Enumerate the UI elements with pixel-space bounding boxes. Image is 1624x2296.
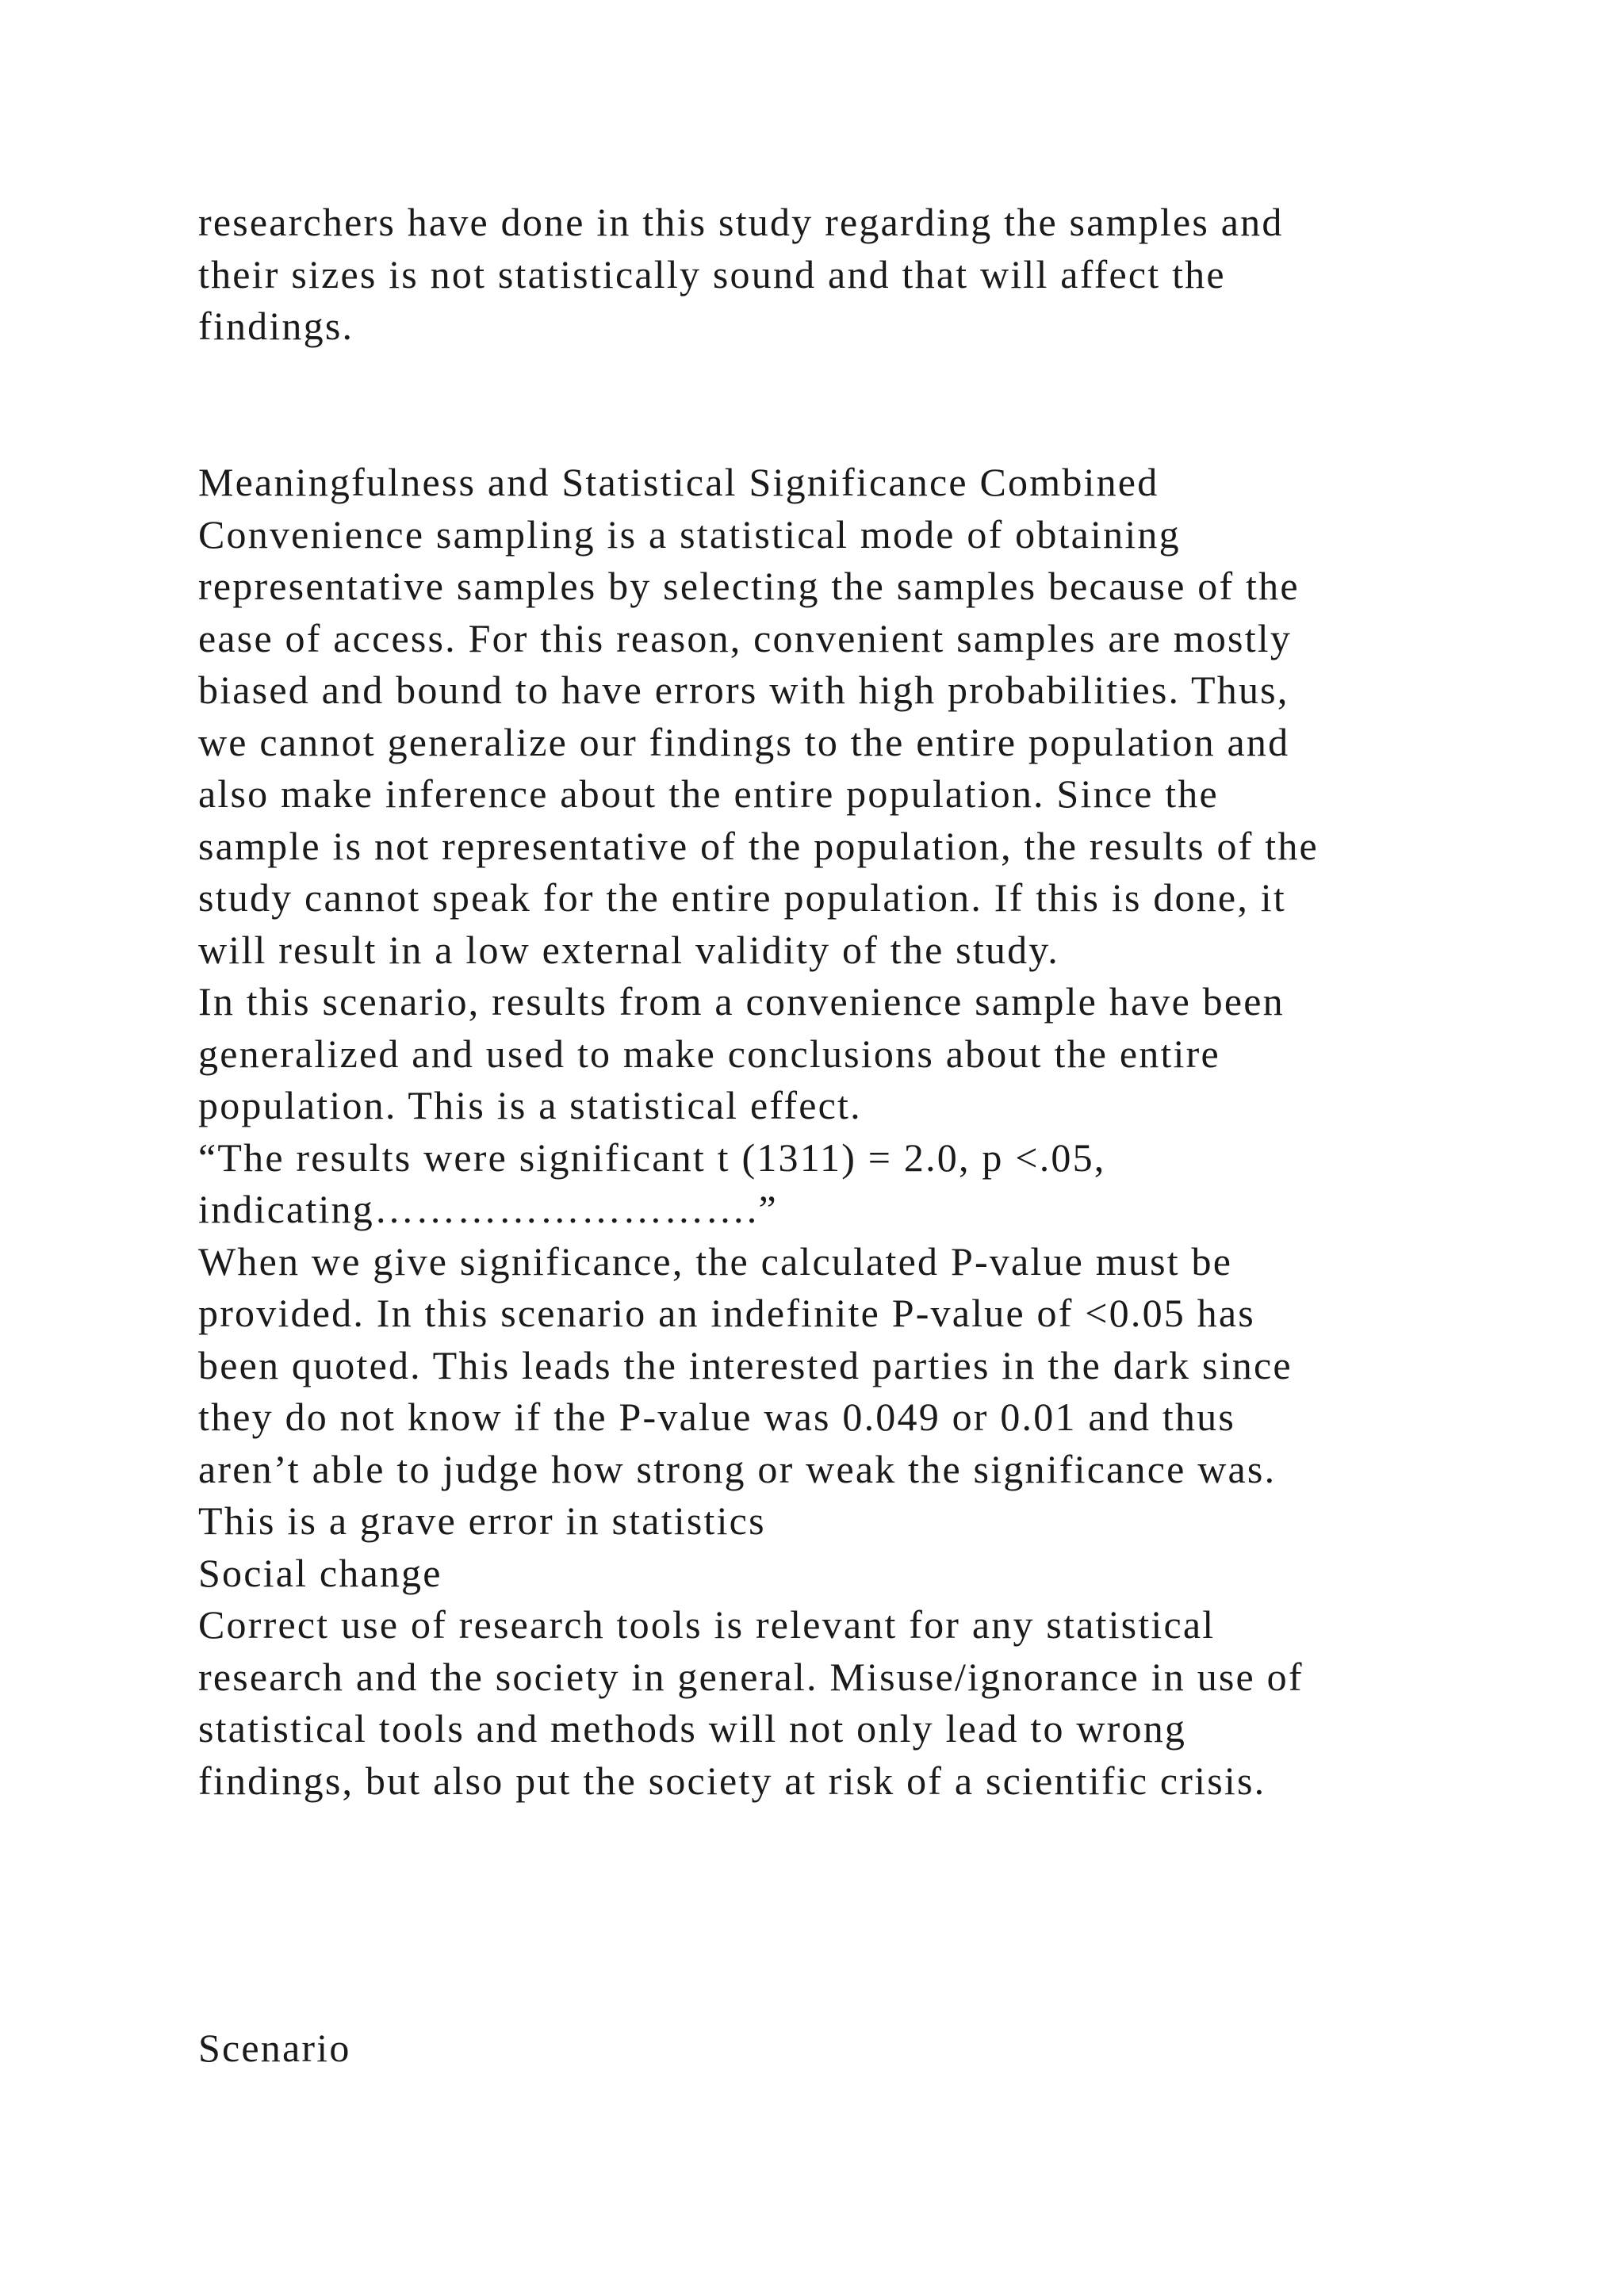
text-line: provided. In this scenario an indefinite P-value of <0.05 has [198,1291,1255,1335]
text-line: In this scenario, results from a convenience sample have been [198,979,1285,1024]
text-line: When we give significance, the calculated P-value must be [198,1238,1233,1284]
text-line: research and the society in general. Misuse/ignorance in use of [198,1654,1304,1699]
text-line: been quoted. This leads the interested parties in the dark since [198,1342,1293,1387]
text-line: researchers have done in this study regarding the samples and [198,200,1284,244]
text-line: generalized and used to make conclusions about the entire [198,1031,1220,1076]
text-line: Correct use of research tools is relevant for any statistical [198,1602,1216,1647]
text-line: also make inference about the entire population. Since the [198,771,1219,816]
text-line: Convenience sampling is a statistical mode of obtaining [198,511,1181,557]
text-line: we cannot generalize our findings to the entire population and [198,719,1290,764]
text-line: they do not know if the P-value was 0.049 or 0.01 and thus [198,1395,1235,1439]
text-line: statistical tools and methods will not only lead to wrong [198,1706,1187,1751]
text-line: Meaningfulness and Statistical Significance Combined [198,460,1159,504]
text-line: sample is not representative of the population, the results of the [198,823,1319,868]
text-line: representative samples by selecting the samples because of the [198,564,1300,608]
text-line: “The results were significant t (1311) = 2.0, p <.05, [198,1135,1106,1180]
paragraph-continuation [198,197,1507,353]
text-line: aren’t able to judge how strong or weak the significance was. [198,1446,1277,1491]
text-line: indicating……………………….” [198,1187,778,1231]
text-line: study cannot speak for the entire population. If this is done, it [198,875,1286,920]
section-scenario-heading [198,2022,1507,2075]
text-line: This is a grave error in statistics [198,1498,766,1543]
text-line: findings. [198,304,354,348]
text-line: their sizes is not statistically sound and that will affect the [198,251,1226,297]
text-line: Social change [198,1550,442,1595]
text-line: will result in a low external validity of the study. [198,927,1059,972]
text-line: findings, but also put the society at risk of a scientific crisis. [198,1758,1266,1803]
text-line: ease of access. For this reason, convenient samples are mostly [198,615,1293,660]
section-meaningfulness-and-significance [198,457,1507,1807]
text-line: Scenario [198,2026,351,2070]
text-line: population. This is a statistical effect. [198,1083,862,1127]
text-line: biased and bound to have errors with high probabilities. Thus, [198,668,1289,712]
